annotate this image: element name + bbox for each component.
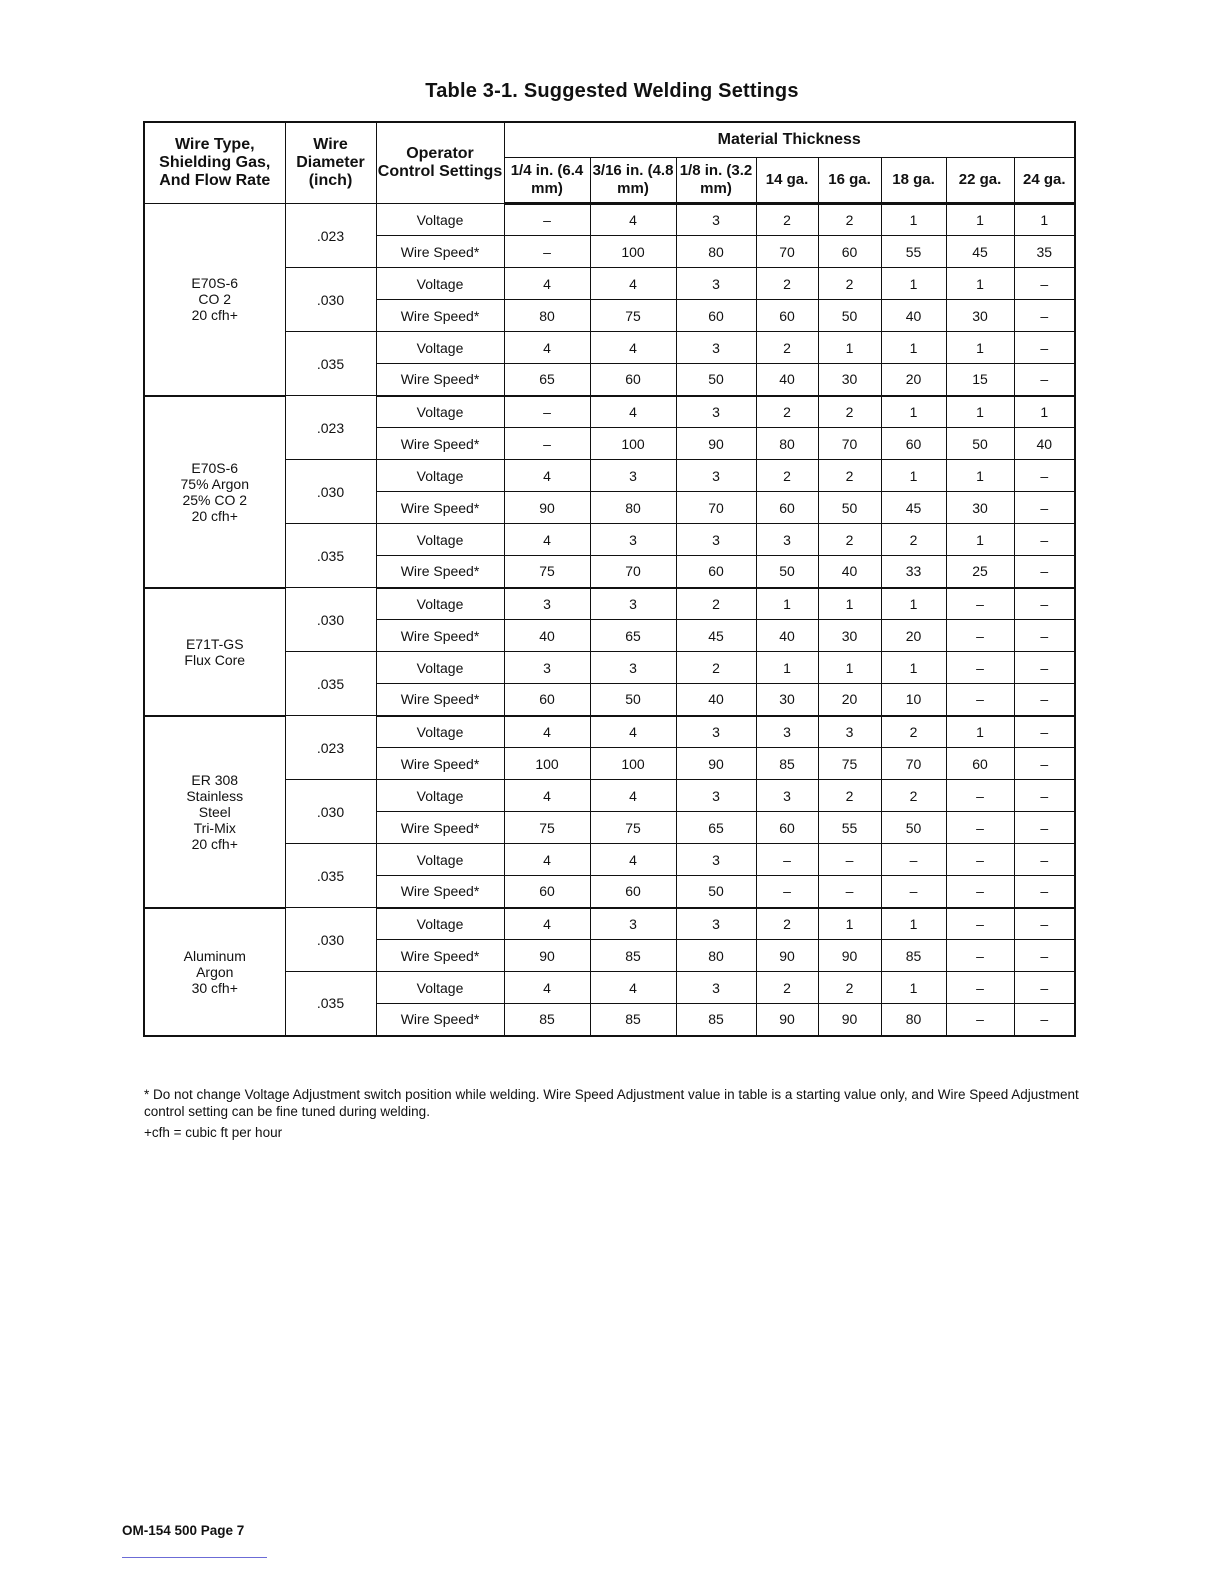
setting-value-cell: 45 [946,236,1014,268]
setting-value-cell: – [504,396,590,428]
setting-value-cell: 80 [756,428,818,460]
setting-value-cell: 85 [504,1004,590,1036]
setting-value-cell: 50 [946,428,1014,460]
setting-value-cell: 4 [590,396,676,428]
header-thickness-col: 22 ga. [946,158,1014,204]
setting-value-cell: 1 [946,332,1014,364]
setting-value-cell: 80 [504,300,590,332]
setting-value-cell: 3 [590,652,676,684]
setting-value-cell: 40 [818,556,881,588]
setting-value-cell: 65 [590,620,676,652]
wire-diameter-cell: .035 [285,332,376,396]
setting-value-cell: 90 [818,1004,881,1036]
setting-value-cell: – [1014,940,1075,972]
setting-value-cell: – [756,844,818,876]
wire-type-line: Steel [198,803,231,820]
setting-value-cell: 1 [946,460,1014,492]
header-thickness-col: 3/16 in. (4.8 mm) [590,158,676,204]
wire-type-line: 20 cfh+ [191,507,238,524]
footnote-asterisk: * Do not change Voltage Adjustment switch position while welding. Wire Speed Adjustment value in table is a starting value only, and Wire Speed Adjustment control setting can be fine tuned during welding. [144,1087,1079,1119]
setting-value-cell: 90 [676,748,756,780]
setting-value-cell: 65 [676,812,756,844]
operator-setting-cell: Wire Speed* [376,236,504,268]
wire-type-line: E71T-GS [185,635,244,652]
setting-value-cell: 4 [504,844,590,876]
setting-value-cell: 45 [881,492,946,524]
setting-value-cell: 45 [676,620,756,652]
setting-value-cell: 2 [818,972,881,1004]
setting-value-cell: 85 [881,940,946,972]
setting-value-cell: 1 [1014,204,1075,236]
footnote-cfh: +cfh = cubic ft per hour [144,1125,283,1140]
setting-value-cell: 4 [590,780,676,812]
setting-value-cell: 80 [881,1004,946,1036]
operator-setting-cell: Voltage [376,396,504,428]
setting-value-cell: 85 [590,940,676,972]
welding-settings-table [143,121,1076,1037]
wire-type-line: Flux Core [184,651,246,668]
setting-value-cell: 3 [676,524,756,556]
wire-type-line: Aluminum [183,947,246,964]
setting-value-cell: 3 [504,588,590,620]
wire-type-line: Stainless [186,787,244,804]
wire-type-cell [144,908,285,1036]
setting-value-cell: 1 [881,332,946,364]
setting-value-cell: 50 [590,684,676,716]
setting-value-cell: 3 [676,972,756,1004]
setting-value-cell: – [1014,812,1075,844]
setting-value-cell: – [504,428,590,460]
setting-value-cell: 2 [881,716,946,748]
setting-value-cell: 90 [756,1004,818,1036]
setting-value-cell: – [756,876,818,908]
setting-value-cell: 40 [504,620,590,652]
setting-value-cell: 100 [504,748,590,780]
wire-type-line: 75% Argon [180,475,249,492]
setting-value-cell: 85 [756,748,818,780]
wire-diameter-cell: .030 [285,460,376,524]
wire-diameter-cell: .035 [285,652,376,716]
wire-type-cell [144,396,285,588]
wire-diameter-cell: .030 [285,268,376,332]
wire-type-line: Argon [196,963,234,980]
setting-value-cell: 80 [676,940,756,972]
wire-diameter-cell: .030 [285,780,376,844]
setting-value-cell: 55 [881,236,946,268]
setting-value-cell: 1 [881,652,946,684]
setting-value-cell: – [504,236,590,268]
setting-value-cell: 1 [881,972,946,1004]
setting-value-cell: 3 [756,524,818,556]
wire-type-line: CO 2 [198,291,232,308]
setting-value-cell: 2 [818,396,881,428]
wire-type-line: 20 cfh+ [191,835,238,852]
operator-setting-cell: Wire Speed* [376,876,504,908]
wire-diameter-cell: .030 [285,908,376,972]
header-thickness-col: 16 ga. [818,158,881,204]
setting-value-cell: 90 [756,940,818,972]
setting-value-cell: 15 [946,364,1014,396]
setting-value-cell: 2 [756,908,818,940]
header-thickness-col: 14 ga. [756,158,818,204]
setting-value-cell: 40 [1014,428,1075,460]
wire-diameter-cell: .035 [285,972,376,1036]
setting-value-cell: 60 [504,876,590,908]
setting-value-cell: – [1014,492,1075,524]
setting-value-cell: 50 [881,812,946,844]
setting-value-cell: 60 [676,556,756,588]
setting-value-cell: 4 [504,780,590,812]
setting-value-cell: 4 [504,460,590,492]
setting-value-cell: – [1014,652,1075,684]
setting-value-cell: 55 [818,812,881,844]
operator-setting-cell: Wire Speed* [376,492,504,524]
setting-value-cell: 20 [818,684,881,716]
setting-value-cell: 1 [818,588,881,620]
setting-value-cell: 3 [676,268,756,300]
operator-setting-cell: Wire Speed* [376,428,504,460]
table-row [144,396,1075,428]
setting-value-cell: 90 [818,940,881,972]
table-row [144,204,1075,236]
setting-value-cell: 2 [676,588,756,620]
setting-value-cell: 4 [504,972,590,1004]
operator-setting-cell: Wire Speed* [376,684,504,716]
header-thickness-col: 1/4 in. (6.4 mm) [504,158,590,204]
setting-value-cell: 1 [946,524,1014,556]
setting-value-cell: 50 [676,876,756,908]
setting-value-cell: – [946,620,1014,652]
setting-value-cell: 30 [756,684,818,716]
setting-value-cell: – [946,780,1014,812]
operator-setting-cell: Voltage [376,524,504,556]
setting-value-cell: 1 [1014,396,1075,428]
wire-type-cell [144,716,285,908]
setting-value-cell: 3 [504,652,590,684]
wire-type-line: E70S-6 [191,275,239,292]
setting-value-cell: 90 [504,492,590,524]
setting-value-cell: 90 [676,428,756,460]
wire-type-line: Tri-Mix [193,819,236,836]
setting-value-cell: 3 [676,908,756,940]
setting-value-cell: 4 [590,204,676,236]
setting-value-cell: 2 [818,524,881,556]
operator-setting-cell: Wire Speed* [376,364,504,396]
setting-value-cell: 4 [504,268,590,300]
wire-type-cell [144,588,285,716]
setting-value-cell: – [1014,524,1075,556]
setting-value-cell: 75 [504,556,590,588]
wire-diameter-cell: .035 [285,844,376,908]
setting-value-cell: 2 [818,268,881,300]
header-material-thickness: Material Thickness [504,122,1075,158]
setting-value-cell: 3 [676,844,756,876]
setting-value-cell: 3 [590,908,676,940]
setting-value-cell: 1 [946,204,1014,236]
setting-value-cell: – [946,876,1014,908]
setting-value-cell: 3 [756,780,818,812]
setting-value-cell: 60 [881,428,946,460]
wire-diameter-cell: .035 [285,524,376,588]
setting-value-cell: 2 [756,396,818,428]
wire-type-line: E70S-6 [191,459,239,476]
setting-value-cell: 60 [504,684,590,716]
setting-value-cell: – [946,972,1014,1004]
setting-value-cell: 1 [881,204,946,236]
operator-setting-cell: Wire Speed* [376,940,504,972]
setting-value-cell: 80 [590,492,676,524]
setting-value-cell: 2 [756,268,818,300]
setting-value-cell: 3 [676,204,756,236]
setting-value-cell: 50 [756,556,818,588]
setting-value-cell: – [818,876,881,908]
operator-setting-cell: Voltage [376,588,504,620]
setting-value-cell: 1 [881,588,946,620]
setting-value-cell: 2 [756,332,818,364]
setting-value-cell: – [1014,972,1075,1004]
setting-value-cell: – [946,1004,1014,1036]
setting-value-cell: 70 [756,236,818,268]
setting-value-cell: – [1014,716,1075,748]
setting-value-cell: 2 [756,972,818,1004]
setting-value-cell: – [881,876,946,908]
header-thickness-col: 18 ga. [881,158,946,204]
setting-value-cell: – [881,844,946,876]
setting-value-cell: 70 [590,556,676,588]
setting-value-cell: – [946,588,1014,620]
setting-value-cell: 1 [818,652,881,684]
operator-setting-cell: Wire Speed* [376,620,504,652]
setting-value-cell: – [818,844,881,876]
setting-value-cell: 1 [881,908,946,940]
setting-value-cell: 1 [818,908,881,940]
setting-value-cell: – [1014,876,1075,908]
operator-setting-cell: Voltage [376,780,504,812]
setting-value-cell: 2 [818,780,881,812]
header-thickness-col: 24 ga. [1014,158,1075,204]
setting-value-cell: – [1014,684,1075,716]
setting-value-cell: 35 [1014,236,1075,268]
setting-value-cell: 3 [676,332,756,364]
setting-value-cell: 2 [756,204,818,236]
setting-value-cell: 40 [676,684,756,716]
setting-value-cell: 4 [590,268,676,300]
header-thickness-col: 1/8 in. (3.2 mm) [676,158,756,204]
setting-value-cell: 60 [818,236,881,268]
setting-value-cell: 20 [881,620,946,652]
setting-value-cell: 40 [881,300,946,332]
setting-value-cell: 3 [676,460,756,492]
setting-value-cell: 3 [676,780,756,812]
wire-type-line: ER 308 [191,771,239,788]
setting-value-cell: 3 [676,716,756,748]
operator-setting-cell: Voltage [376,972,504,1004]
setting-value-cell: 1 [881,396,946,428]
setting-value-cell: – [946,652,1014,684]
operator-setting-cell: Wire Speed* [376,556,504,588]
setting-value-cell: 4 [590,716,676,748]
setting-value-cell: 2 [881,780,946,812]
operator-setting-cell: Wire Speed* [376,812,504,844]
setting-value-cell: 1 [946,268,1014,300]
setting-value-cell: 60 [590,364,676,396]
setting-value-cell: 60 [756,812,818,844]
table-row [144,908,1075,940]
setting-value-cell: 85 [590,1004,676,1036]
setting-value-cell: 3 [756,716,818,748]
setting-value-cell: 4 [504,908,590,940]
setting-value-cell: – [1014,332,1075,364]
setting-value-cell: 1 [756,652,818,684]
setting-value-cell: 75 [590,812,676,844]
setting-value-cell: 2 [676,652,756,684]
wire-diameter-cell: .030 [285,588,376,652]
table-title: Table 3-1. Suggested Welding Settings [425,80,799,102]
setting-value-cell: 65 [504,364,590,396]
setting-value-cell: 80 [676,236,756,268]
setting-value-cell: – [1014,780,1075,812]
operator-setting-cell: Voltage [376,908,504,940]
setting-value-cell: – [504,204,590,236]
setting-value-cell: 30 [818,364,881,396]
setting-value-cell: 3 [676,396,756,428]
setting-value-cell: – [1014,268,1075,300]
setting-value-cell: 85 [676,1004,756,1036]
setting-value-cell: 75 [818,748,881,780]
wire-diameter-cell: .023 [285,204,376,268]
setting-value-cell: 60 [676,300,756,332]
setting-value-cell: 100 [590,428,676,460]
setting-value-cell: 60 [756,492,818,524]
setting-value-cell: – [946,844,1014,876]
setting-value-cell: 100 [590,236,676,268]
setting-value-cell: 3 [590,588,676,620]
setting-value-cell: 100 [590,748,676,780]
setting-value-cell: 1 [756,588,818,620]
setting-value-cell: 75 [590,300,676,332]
setting-value-cell: 4 [504,524,590,556]
setting-value-cell: – [1014,908,1075,940]
wire-type-line: 25% CO 2 [182,491,248,508]
setting-value-cell: – [1014,748,1075,780]
setting-value-cell: – [1014,556,1075,588]
operator-setting-cell: Voltage [376,332,504,364]
setting-value-cell: 33 [881,556,946,588]
setting-value-cell: 60 [590,876,676,908]
setting-value-cell: 1 [881,460,946,492]
wire-diameter-cell: .023 [285,716,376,780]
setting-value-cell: 50 [818,492,881,524]
setting-value-cell: 60 [756,300,818,332]
page-number: OM-154 500 Page 7 [122,1523,245,1538]
setting-value-cell: 70 [818,428,881,460]
wire-diameter-cell: .023 [285,396,376,460]
operator-setting-cell: Voltage [376,844,504,876]
bottom-rule [122,1557,267,1558]
setting-value-cell: 25 [946,556,1014,588]
setting-value-cell: 1 [946,716,1014,748]
setting-value-cell: 2 [818,460,881,492]
wire-type-line: 20 cfh+ [191,307,238,324]
welding-settings-table-wrapper [143,121,1076,1037]
setting-value-cell: 30 [818,620,881,652]
setting-value-cell: 2 [818,204,881,236]
setting-value-cell: 1 [818,332,881,364]
setting-value-cell: – [1014,588,1075,620]
setting-value-cell: 4 [590,332,676,364]
setting-value-cell: – [946,684,1014,716]
operator-setting-cell: Voltage [376,652,504,684]
setting-value-cell: 50 [818,300,881,332]
setting-value-cell: 3 [590,524,676,556]
header-operator-control: Operator Control Settings [376,122,504,204]
setting-value-cell: 4 [504,716,590,748]
setting-value-cell: 2 [881,524,946,556]
setting-value-cell: 30 [946,300,1014,332]
setting-value-cell: – [1014,460,1075,492]
table-row [144,716,1075,748]
setting-value-cell: – [1014,620,1075,652]
operator-setting-cell: Wire Speed* [376,300,504,332]
setting-value-cell: 3 [590,460,676,492]
setting-value-cell: 1 [881,268,946,300]
setting-value-cell: – [1014,1004,1075,1036]
setting-value-cell: 50 [676,364,756,396]
table-row [144,588,1075,620]
wire-type-cell [144,204,285,396]
setting-value-cell: – [1014,300,1075,332]
setting-value-cell: 60 [946,748,1014,780]
setting-value-cell: 4 [590,972,676,1004]
setting-value-cell: 75 [504,812,590,844]
setting-value-cell: 2 [756,460,818,492]
setting-value-cell: 4 [590,844,676,876]
operator-setting-cell: Voltage [376,204,504,236]
setting-value-cell: 3 [818,716,881,748]
setting-value-cell: – [1014,364,1075,396]
header-wire-diameter: Wire Diameter (inch) [285,122,376,204]
setting-value-cell: – [946,940,1014,972]
wire-type-line: 30 cfh+ [191,979,238,996]
setting-value-cell: 10 [881,684,946,716]
setting-value-cell: 70 [676,492,756,524]
setting-value-cell: 40 [756,620,818,652]
setting-value-cell: 4 [504,332,590,364]
setting-value-cell: – [946,908,1014,940]
setting-value-cell: – [946,812,1014,844]
operator-setting-cell: Voltage [376,460,504,492]
header-wire-type: Wire Type, Shielding Gas, And Flow Rate [144,122,285,204]
operator-setting-cell: Wire Speed* [376,748,504,780]
setting-value-cell: 70 [881,748,946,780]
setting-value-cell: 30 [946,492,1014,524]
setting-value-cell: 1 [946,396,1014,428]
setting-value-cell: 40 [756,364,818,396]
setting-value-cell: 90 [504,940,590,972]
operator-setting-cell: Voltage [376,716,504,748]
operator-setting-cell: Wire Speed* [376,1004,504,1036]
setting-value-cell: 20 [881,364,946,396]
operator-setting-cell: Voltage [376,268,504,300]
setting-value-cell: – [1014,844,1075,876]
